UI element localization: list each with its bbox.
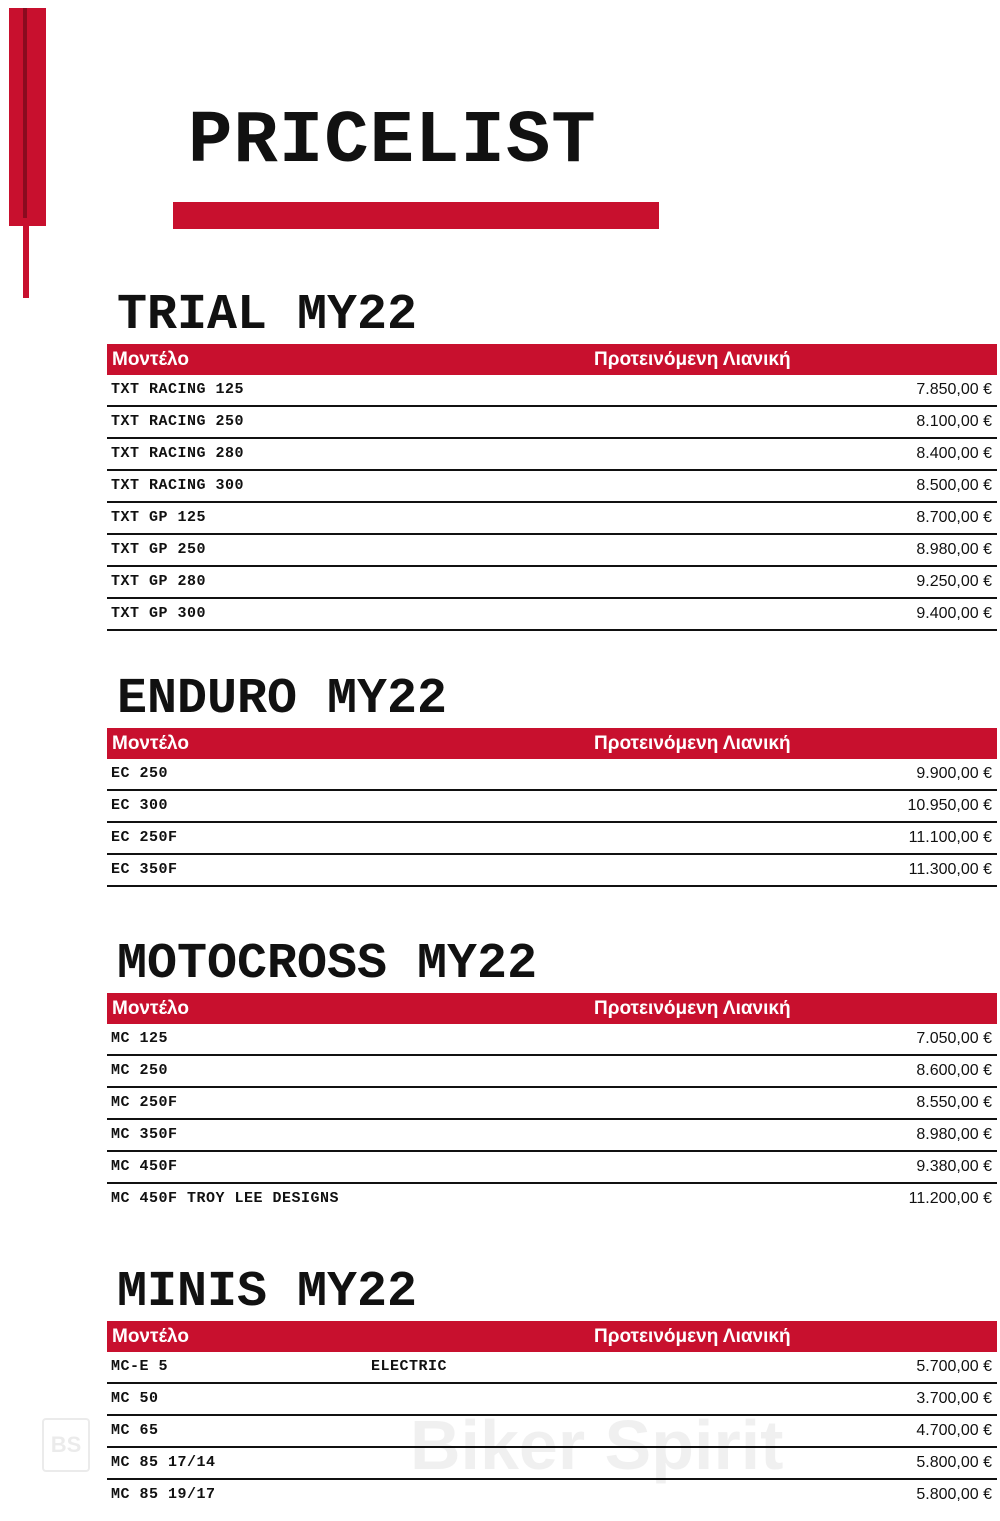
page-title: PRICELIST [188,100,597,184]
decorative-red-bar [9,8,46,226]
model-cell: EC 250F [111,829,178,846]
table-row [107,599,997,631]
column-header-price: Προτεινόμενη Λιανική [594,1326,791,1347]
price-cell: 5.700,00 € [916,1358,992,1375]
table-row [107,1120,997,1152]
section-title: MINIS MY22 [117,1264,418,1321]
price-cell: 7.850,00 € [916,381,992,398]
price-cell: 11.300,00 € [908,861,992,878]
model-cell: TXT RACING 125 [111,381,245,398]
model-cell: TXT RACING 280 [111,445,245,462]
model-cell: TXT RACING 250 [111,413,245,430]
price-cell: 8.980,00 € [916,1126,992,1143]
table-row [107,503,997,535]
table-row [107,471,997,503]
table-row [107,407,997,439]
column-header-model: Μοντέλο [112,998,189,1019]
table-row [107,791,997,823]
price-cell: 3.700,00 € [916,1390,992,1407]
model-cell: MC 65 [111,1422,159,1439]
model-cell: MC 85 19/17 [111,1486,216,1503]
price-cell: 8.980,00 € [916,541,992,558]
price-cell: 9.900,00 € [916,765,992,782]
section-trial [107,288,997,631]
model-cell: MC 450F [111,1158,178,1175]
model-cell: TXT GP 300 [111,605,207,622]
model-cell: MC-E 5 [111,1358,169,1375]
decorative-red-line [23,226,29,298]
model-cell: MC 85 17/14 [111,1454,216,1471]
model-cell: TXT GP 280 [111,573,207,590]
table-row [107,1184,997,1214]
watermark-logo: BS [42,1418,90,1472]
column-header-price: Προτεινόμενη Λιανική [594,733,791,754]
model-cell: EC 350F [111,861,178,878]
column-header-model: Μοντέλο [112,349,189,370]
table-row [107,439,997,471]
model-cell: TXT GP 250 [111,541,207,558]
price-cell: 9.380,00 € [916,1158,992,1175]
model-cell: MC 450F TROY LEE DESIGNS [111,1190,340,1207]
section-title: ENDURO MY22 [117,671,448,728]
table-row [107,823,997,855]
model-cell: MC 250 [111,1062,169,1079]
price-cell: 5.800,00 € [916,1454,992,1471]
table-row [107,759,997,791]
table-row [107,375,997,407]
price-cell: 9.400,00 € [916,605,992,622]
section-title: TRIAL MY22 [117,287,418,344]
price-cell: 8.500,00 € [916,477,992,494]
table-row [107,535,997,567]
table-header [107,1321,997,1352]
table-row [107,1088,997,1120]
table-row [107,1352,997,1384]
table-header [107,344,997,375]
price-cell: 8.700,00 € [916,509,992,526]
table-row [107,567,997,599]
price-cell: 7.050,00 € [916,1030,992,1047]
model-cell: MC 350F [111,1126,178,1143]
price-cell: 11.100,00 € [908,829,992,846]
price-cell: 8.100,00 € [916,413,992,430]
column-header-price: Προτεινόμενη Λιανική [594,349,791,370]
decorative-bar-stripe [23,8,27,218]
model-cell: EC 300 [111,797,169,814]
price-cell: 9.250,00 € [916,573,992,590]
title-underline [173,202,659,229]
price-cell: 8.550,00 € [916,1094,992,1111]
column-header-price: Προτεινόμενη Λιανική [594,998,791,1019]
model-cell: TXT RACING 300 [111,477,245,494]
model-cell: EC 250 [111,765,169,782]
model-cell: TXT GP 125 [111,509,207,526]
model-cell: MC 125 [111,1030,169,1047]
price-cell: 4.700,00 € [916,1422,992,1439]
table-header [107,728,997,759]
section-title: MOTOCROSS MY22 [117,936,538,993]
price-cell: 5.800,00 € [916,1486,992,1503]
price-cell: 8.400,00 € [916,445,992,462]
watermark-text: Biker Spirit [410,1406,784,1484]
price-cell: 8.600,00 € [916,1062,992,1079]
table-row [107,1056,997,1088]
column-header-model: Μοντέλο [112,1326,189,1347]
model-cell: MC 50 [111,1390,159,1407]
section-enduro [107,672,997,887]
note-cell: ELECTRIC [371,1358,448,1375]
table-row [107,855,997,887]
model-cell: MC 250F [111,1094,178,1111]
price-cell: 11.200,00 € [908,1190,992,1207]
table-row [107,1152,997,1184]
price-cell: 10.950,00 € [907,797,992,814]
table-header [107,993,997,1024]
section-motocross [107,937,997,1214]
table-row [107,1024,997,1056]
column-header-model: Μοντέλο [112,733,189,754]
